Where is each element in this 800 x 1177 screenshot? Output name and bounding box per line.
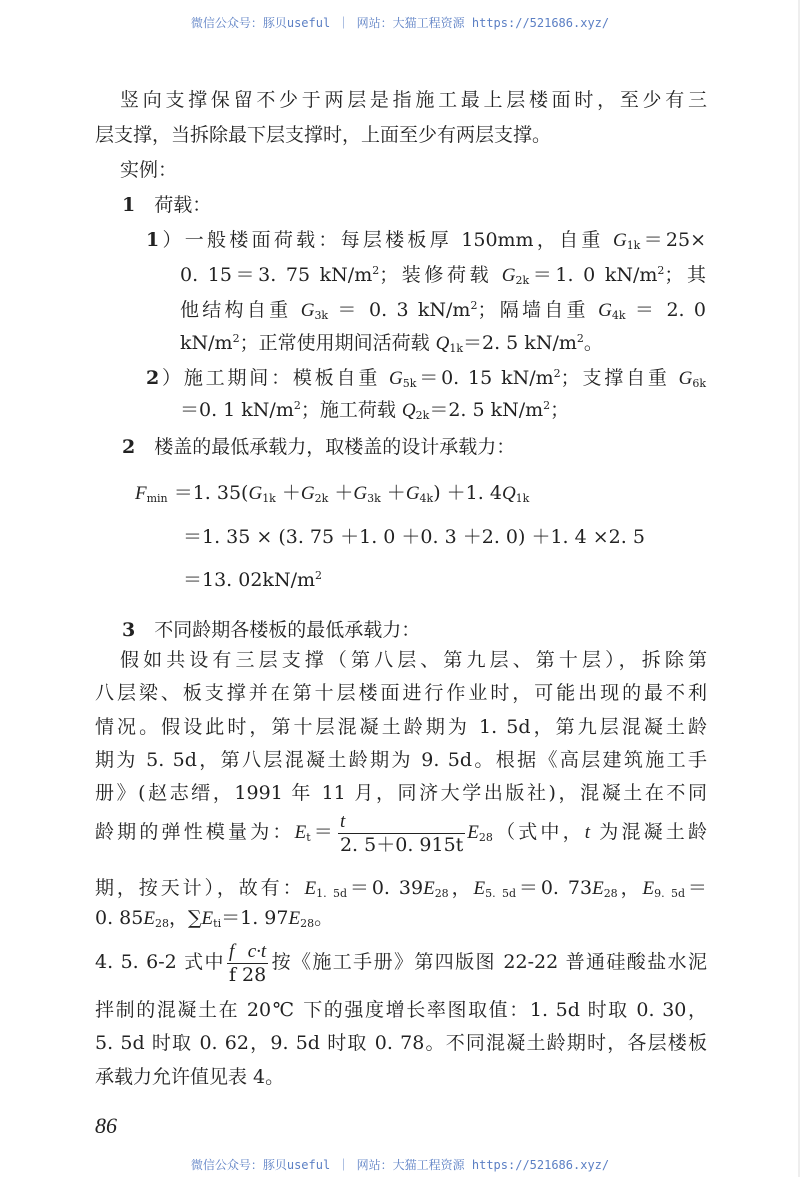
- text-run: 实例：: [120, 159, 178, 181]
- subscript: 9. 5d: [654, 887, 686, 900]
- subscript: 1. 5d: [316, 887, 348, 900]
- superscript: 2: [470, 299, 478, 312]
- text-run: ）施工期间：模板自重: [159, 367, 390, 389]
- math-symbol: G: [300, 483, 315, 504]
- subscript: 28: [478, 831, 493, 844]
- text-run: ＝0. 15 kN/m: [416, 367, 554, 389]
- formula-line: [183, 524, 645, 550]
- section-heading: [122, 434, 515, 460]
- text-line: [95, 780, 707, 806]
- text-line: [95, 1030, 707, 1056]
- text-run: 他结构自重: [180, 299, 301, 321]
- text-run: 承载力允许值见表 4。: [95, 1066, 285, 1088]
- subscript: 3k: [314, 309, 329, 322]
- text-run: 1: [122, 194, 136, 216]
- math-symbol: E: [467, 822, 479, 843]
- text-run: 册》(赵志缙，1991 年 11 月，同济大学出版社)，混凝土在不同: [95, 782, 707, 804]
- text-run: ＝25×: [640, 229, 706, 251]
- text-run: 八层梁、板支撑并在第十层楼面进行作业时，可能出现的最不利: [95, 682, 707, 704]
- numerator: t: [338, 811, 465, 834]
- section-heading: [122, 617, 420, 643]
- subscript: 4k: [611, 309, 626, 322]
- text-run: ＝: [685, 877, 707, 899]
- text-run: ，∑: [168, 907, 202, 929]
- text-line: [120, 157, 177, 183]
- text-line: [180, 330, 603, 357]
- text-run: 4. 5. 6-2 式中: [95, 951, 225, 973]
- subscript: 2k: [314, 492, 329, 505]
- fraction: [338, 811, 465, 856]
- text-run: kN/m: [180, 332, 233, 354]
- math-symbol: G: [353, 483, 368, 504]
- subscript: 3k: [367, 492, 381, 505]
- math-symbol: G: [300, 300, 315, 321]
- text-run: ＝2. 5 kN/m: [463, 332, 577, 354]
- math-symbol: Q: [401, 400, 416, 421]
- subscript: 1k: [626, 239, 641, 252]
- text-line: [95, 905, 333, 932]
- denominator: f 28: [228, 963, 267, 986]
- text-run: ；正常使用期间活荷载: [239, 332, 436, 354]
- text-line: [120, 647, 707, 673]
- superscript: 2: [576, 332, 584, 345]
- text-run: ＝13. 02kN/m: [183, 569, 315, 591]
- text-run: 2: [146, 367, 160, 389]
- text-run: 期为 5. 5d，第八层混凝土龄期为 9. 5d。根据《高层建筑施工手: [95, 749, 707, 771]
- math-symbol: G: [501, 265, 516, 286]
- page-number: 86: [95, 1113, 117, 1138]
- text-run: 拌制的混凝土在 20℃ 下的强度增长率图取值：1. 5d 时取 0. 30，: [95, 999, 707, 1021]
- text-run: 龄期的弹性模量为：: [95, 821, 295, 843]
- text-run: ；隔墙自重: [477, 299, 599, 321]
- text-run: 。: [314, 907, 334, 929]
- superscript: 2: [543, 399, 551, 412]
- math-symbol: G: [405, 483, 420, 504]
- text-run: 1: [146, 229, 160, 251]
- subscript: t: [306, 831, 311, 844]
- subscript: min: [146, 492, 168, 505]
- watermark-top: 微信公众号：豚贝useful ｜ 网站：大猫工程资源 https://521686.xyz/: [190, 16, 610, 30]
- text-line: [95, 714, 707, 740]
- text-run: 按《施工手册》第四版图 22-22 普通硅酸盐水泥: [270, 951, 707, 973]
- subscript: 28: [300, 917, 315, 930]
- subscript: 28: [434, 887, 449, 900]
- text-run: 为混凝土龄: [590, 821, 707, 843]
- text-run: 0. 85: [95, 907, 144, 929]
- superscript: 2: [657, 264, 665, 277]
- text-run: ＝0. 1 kN/m: [180, 399, 294, 421]
- text-run: 2: [122, 436, 136, 458]
- text-run: ；: [550, 399, 570, 421]
- text-line: [95, 122, 551, 148]
- text-run: ＝2. 5 kN/m: [429, 399, 544, 421]
- math-symbol: G: [612, 230, 627, 251]
- math-symbol: E: [143, 908, 155, 929]
- text-run: 期，按天计），故有：: [95, 877, 305, 899]
- text-line: [95, 997, 707, 1023]
- section-heading: [122, 192, 211, 218]
- subscript: 1k: [515, 492, 530, 505]
- text-run: ＝1. 0 kN/m: [529, 264, 658, 286]
- math-symbol: E: [642, 878, 655, 899]
- text-run: ）一般楼面荷载：每层楼板厚 150mm，自重: [159, 229, 613, 251]
- subscript: 1k: [262, 492, 276, 505]
- math-symbol: E: [304, 878, 317, 899]
- text-run: ，: [617, 877, 643, 899]
- subscript: 4k: [419, 492, 434, 505]
- fraction: [227, 941, 268, 986]
- formula-line: [183, 567, 322, 593]
- text-run: ＋: [328, 482, 354, 504]
- math-symbol: E: [473, 878, 486, 899]
- math-symbol: E: [201, 908, 214, 929]
- text-run: ；支撑自重: [560, 367, 679, 389]
- text-run: ＝ 0. 3 kN/m: [328, 299, 471, 321]
- text-run: 0. 15＝3. 75 kN/m: [180, 264, 373, 286]
- text-run: ＝: [310, 821, 336, 843]
- math-symbol: G: [248, 483, 263, 504]
- text-line: [120, 87, 707, 113]
- math-symbol: E: [288, 908, 301, 929]
- math-symbol: F: [135, 483, 147, 504]
- subscript: 5k: [402, 377, 417, 390]
- text-line: [95, 680, 707, 706]
- superscript: 2: [293, 399, 301, 412]
- math-symbol: Q: [435, 333, 450, 354]
- text-run: ＝1. 35 × (3. 75 ＋1. 0 ＋0. 3 ＋2. 0) ＋1. 4 ×2. 5: [183, 526, 645, 548]
- text-line: [95, 937, 707, 987]
- watermark-bottom: 微信公众号：豚贝useful ｜ 网站：大猫工程资源 https://521686.xyz/: [190, 1158, 610, 1172]
- text-run: 荷载：: [135, 194, 212, 216]
- text-run: ＋: [275, 482, 301, 504]
- text-run: ；其: [664, 264, 706, 286]
- text-run: 楼盖的最低承载力，取楼盖的设计承载力：: [135, 436, 516, 458]
- text-line: [146, 365, 706, 392]
- text-line: [95, 875, 707, 902]
- text-run: ；施工荷载: [300, 399, 402, 421]
- superscript: 2: [553, 367, 561, 380]
- text-run: 5. 5d 时取 0. 62，9. 5d 时取 0. 78。不同混凝土龄期时，各层楼板: [95, 1032, 707, 1054]
- text-line: [146, 227, 706, 254]
- subscript: ti: [213, 917, 222, 930]
- subscript: 28: [154, 917, 169, 930]
- text-run: ＝1. 35(: [167, 482, 249, 504]
- math-symbol: Q: [501, 483, 516, 504]
- superscript: 2: [372, 264, 380, 277]
- text-run: ＝1. 97: [221, 907, 289, 929]
- text-run: ，: [448, 877, 474, 899]
- math-symbol: E: [592, 878, 604, 899]
- math-symbol: G: [389, 368, 403, 389]
- text-run: ＝ 2. 0: [625, 299, 706, 321]
- text-line: [95, 1064, 284, 1090]
- math-symbol: G: [598, 300, 612, 321]
- superscript: 2: [232, 332, 240, 345]
- math-symbol: E: [423, 878, 435, 899]
- text-line: [180, 297, 706, 324]
- text-run: 。: [583, 332, 603, 354]
- subscript: 5. 5d: [485, 887, 517, 900]
- subscript: 1k: [449, 342, 464, 355]
- text-line: [95, 807, 707, 858]
- text-run: 层支撑，当拆除最下层支撑时，上面至少有两层支撑。: [95, 124, 552, 146]
- text-run: 3: [122, 619, 136, 641]
- text-line: [180, 262, 706, 289]
- subscript: 2k: [515, 274, 530, 287]
- formula-line: [135, 480, 529, 507]
- math-symbol: t: [584, 822, 591, 843]
- superscript: 2: [315, 569, 322, 582]
- text-run: ＝0. 39: [347, 877, 424, 899]
- subscript: 2k: [415, 409, 430, 422]
- text-run: ＋: [380, 482, 406, 504]
- math-symbol: E: [294, 822, 307, 843]
- subscript: 28: [603, 887, 618, 900]
- subscript: 6k: [692, 377, 706, 390]
- text-run: 情况。假设此时，第十层混凝土龄期为 1. 5d，第九层混凝土龄: [95, 716, 707, 738]
- text-run: 假如共设有三层支撑（第八层、第九层、第十层），拆除第: [120, 649, 707, 671]
- denominator: 2. 5＋0. 915t: [339, 833, 464, 856]
- text-run: ) ＋1. 4: [433, 482, 502, 504]
- text-run: ＝0. 73: [516, 877, 593, 899]
- text-run: ；装修荷载: [379, 264, 502, 286]
- text-run: 竖向支撑保留不少于两层是指施工最上层楼面时，至少有三: [120, 89, 707, 111]
- text-line: [180, 397, 569, 424]
- text-line: [95, 747, 707, 773]
- numerator: f c·t: [228, 940, 267, 962]
- text-run: 不同龄期各楼板的最低承载力：: [135, 619, 421, 641]
- math-symbol: G: [678, 368, 693, 389]
- text-run: （式中，: [492, 821, 585, 843]
